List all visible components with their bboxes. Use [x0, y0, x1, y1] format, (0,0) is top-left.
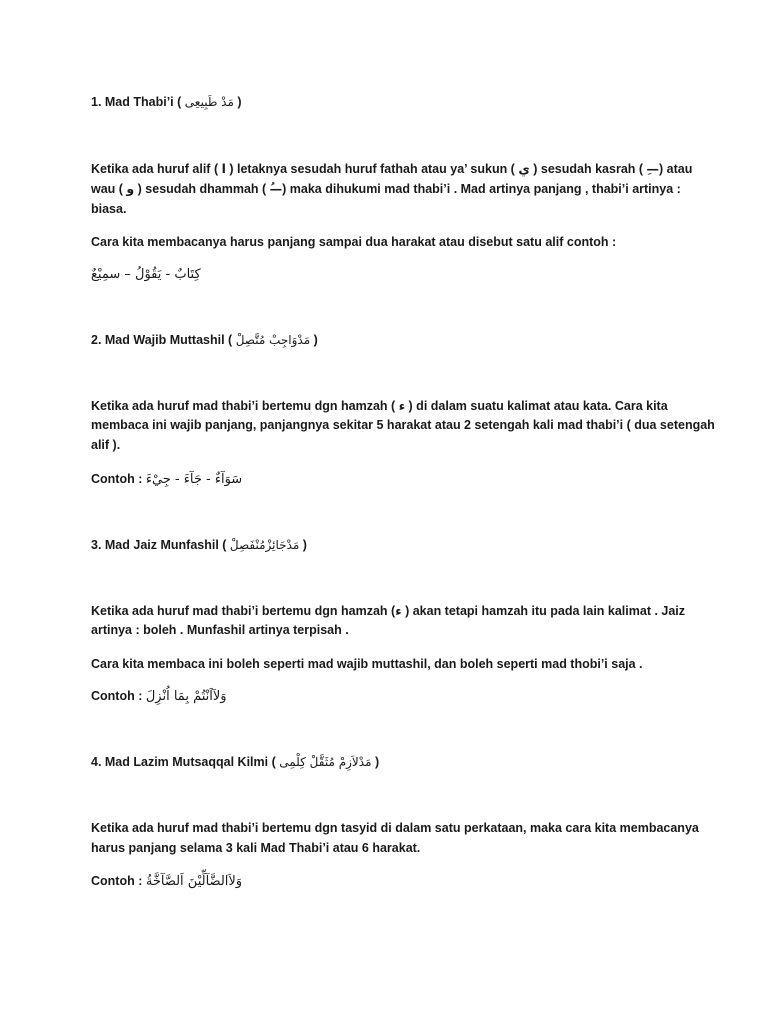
- example-arabic: كِتَابٌ - يَقُوْلُ – سمِيْعٌ: [91, 267, 201, 282]
- paragraph-line: Ketika ada huruf alif ( ا ) letaknya sesudah huruf fathah atau ya’ sukun ( ي ) sesudah kasrah ( —ِ) atau: [91, 162, 693, 176]
- paragraph-line: Cara kita membaca ini boleh seperti mad wajib muttashil, dan boleh seperti mad thobi’i saja .: [91, 657, 643, 671]
- example-label: Contoh :: [91, 472, 143, 486]
- example-label: Contoh :: [91, 874, 143, 888]
- section-heading-arabic: مَدْلاَزِمْ مُثَقَّلْ كِلْمِى: [279, 755, 372, 769]
- section-heading-arabic: مَدْجَائِزْمُنْفَصِلْ: [229, 538, 300, 552]
- paragraph-line: Cara kita membacanya harus panjang sampai dua harakat atau disebut satu alif contoh :: [91, 235, 617, 249]
- example-arabic: وَلآاَنْتُمْ بِمَا اُنْزِلَ: [145, 689, 227, 704]
- paragraph-line: wau ( و ) sesudah dhammah ( —ُ) maka dihukumi mad thabi’i . Mad artinya panjang , thabi’i artinya :: [91, 182, 681, 196]
- section-heading-close: ): [302, 538, 307, 552]
- section-heading-close: ): [237, 95, 242, 109]
- section-heading-4: [91, 752, 691, 772]
- example-arabic: وَلاَالضَّآلِّيْنَ اَلصَّآخَّةُ: [145, 874, 243, 889]
- section-heading-arabic: مَدْوَاجِبْ مُتَّصِلْ: [235, 333, 311, 347]
- section-heading-label: 2. Mad Wajib Muttashil (: [91, 333, 233, 347]
- section-heading-label: 3. Mad Jaiz Munfashil (: [91, 538, 227, 552]
- paragraph-line: biasa.: [91, 202, 127, 216]
- example-arabic: سَوَآءٌ - جَآءَ - جِيْءَ: [145, 472, 243, 487]
- section-heading-1: [91, 92, 691, 112]
- example-line-4: [91, 871, 691, 892]
- section-heading-label: 1. Mad Thabi’i (: [91, 95, 182, 109]
- example-label: Contoh :: [91, 689, 143, 703]
- paragraph-line: membaca ini wajib panjang, panjangnya sekitar 5 harakat atau 2 setengah kali mad thabi’i ( dua setengah: [91, 418, 715, 432]
- section-heading-label: 4. Mad Lazim Mutsaqqal Kilmi (: [91, 755, 276, 769]
- paragraph-line: Ketika ada huruf mad thabi’i bertemu dgn tasyid di dalam satu perkataan, maka cara kita membacanya: [91, 821, 699, 835]
- paragraph-line: alif ).: [91, 438, 121, 452]
- example-line-1: [91, 264, 691, 285]
- section-heading-2: [91, 330, 691, 350]
- paragraph-line: harus panjang selama 3 kali Mad Thabi’i atau 6 harakat.: [91, 841, 421, 855]
- paragraph-line: artinya : boleh . Munfashil artinya terpisah .: [91, 623, 349, 637]
- example-line-3: [91, 686, 691, 707]
- section-heading-close: ): [374, 755, 380, 769]
- paragraph-line: Ketika ada huruf mad thabi’i bertemu dgn hamzah (ء ) akan tetapi hamzah itu pada lain kalimat . Jaiz: [91, 604, 686, 618]
- paragraph-line: Ketika ada huruf mad thabi’i bertemu dgn hamzah ( ء ) di dalam suatu kalimat atau kata. Cara kita: [91, 399, 668, 413]
- section-heading-close: ): [313, 333, 318, 347]
- section-heading-3: [91, 535, 691, 555]
- example-line-2: [91, 469, 691, 490]
- section-heading-arabic: مَدْ طَبِيعِى: [184, 95, 234, 109]
